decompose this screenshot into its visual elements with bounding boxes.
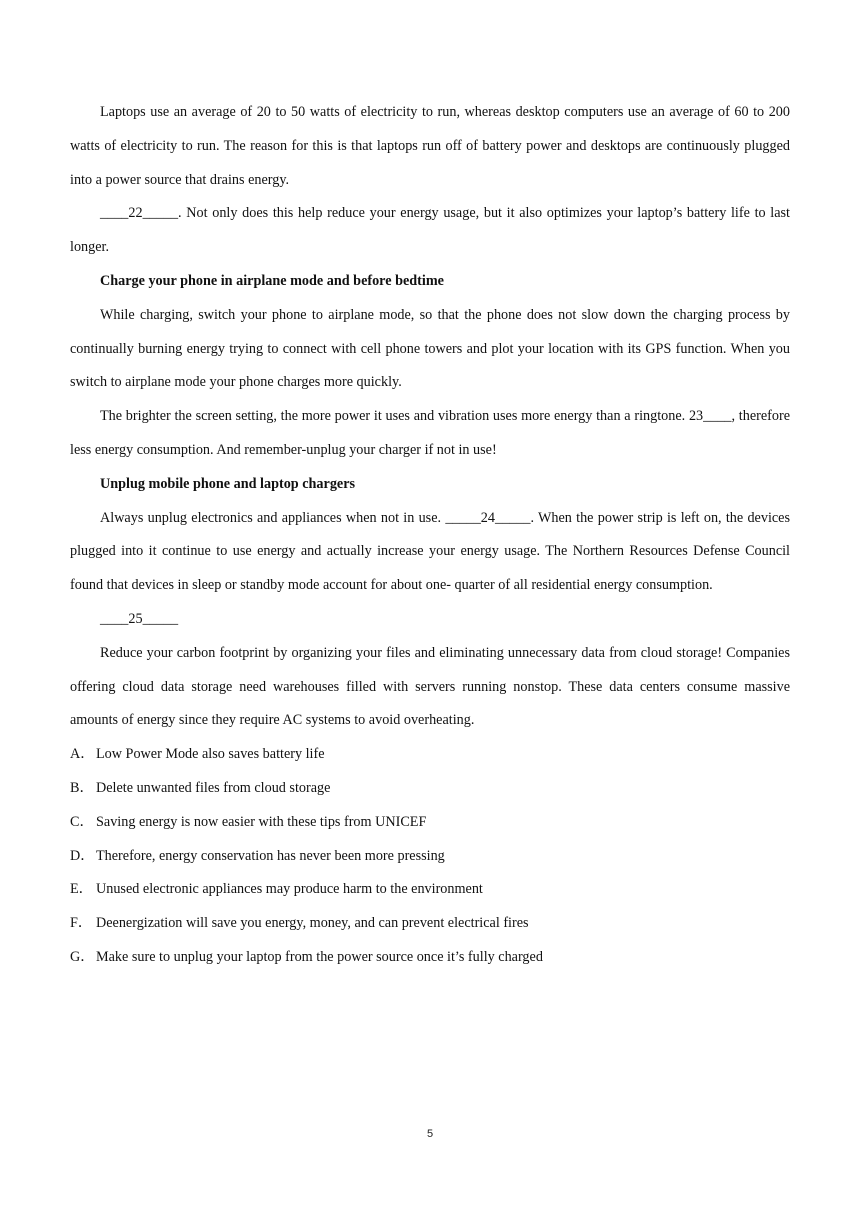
paragraph-screen-brightness-text1: The brighter the screen setting, the more power it uses and vibration uses more energy than a ringtone.	[100, 408, 686, 425]
paragraph-unplug	[70, 502, 790, 603]
paragraph-airplane-mode: While charging, switch your phone to airplane mode, so that the phone does not slow down the charging process by continually burning energy trying to connect with cell phone towers and plot your location with its GPS function. When you switch to airplane mode your phone charges more quickly.	[70, 306, 790, 391]
paragraph-unplug-text2: . When the power strip is left on, the devices plugged into it continue to use energy and actually increase your energy usage. The Northern Resources Defense Council found that devices in sleep or standby mode account for about one- quarter of all residential energy consumption.	[70, 509, 791, 594]
option-text: Make sure to unplug your laptop from the power source once it’s fully charged	[96, 948, 543, 965]
option-label: G．	[70, 948, 95, 965]
option-label: F．	[70, 915, 93, 932]
option-label: A．	[70, 746, 95, 763]
paragraph-blank-25	[70, 603, 790, 637]
paragraph-blank-22-text: . Not only does this help reduce your energy usage, but it also optimizes your laptop’s battery life to last longer.	[70, 205, 790, 256]
option-c	[70, 806, 790, 840]
option-e	[70, 873, 790, 907]
paragraph-screen-brightness	[70, 400, 790, 468]
option-a	[70, 738, 790, 772]
heading-airplane-mode: Charge your phone in airplane mode and before bedtime	[100, 272, 444, 289]
option-text: Saving energy is now easier with these tips from UNICEF	[96, 813, 427, 830]
blank-22: ____22_____	[100, 205, 179, 222]
option-text: Low Power Mode also saves battery life	[96, 746, 325, 763]
document-body	[70, 96, 790, 975]
blank-23: 23____	[688, 408, 732, 425]
option-text: Unused electronic appliances may produce harm to the environment	[96, 881, 483, 898]
option-text: Delete unwanted files from cloud storage	[96, 779, 331, 796]
option-label: E．	[70, 881, 93, 898]
heading-unplug-chargers: Unplug mobile phone and laptop chargers	[100, 475, 356, 492]
option-b	[70, 772, 790, 806]
blank-24: _____24_____	[445, 509, 531, 526]
paragraph-unplug-text1: Always unplug electronics and appliances when not in use.	[100, 509, 446, 526]
option-d	[70, 840, 790, 874]
option-text: Deenergization will save you energy, money, and can prevent electrical fires	[96, 915, 529, 932]
paragraph-blank-22	[70, 197, 790, 265]
option-f	[70, 907, 790, 941]
paragraph-screen-brightness-text2: , therefore less energy consumption. And remember-unplug your charger if not in use!	[70, 408, 790, 458]
paragraph-laptop-watts: Laptops use an average of 20 to 50 watts of electricity to run, whereas desktop computers use an average of 60 to 200 watts of electricity to run. The reason for this is that laptops run off of battery power and desktops are continuously plugged into a power source that drains energy.	[70, 104, 790, 188]
option-text: Therefore, energy conservation has never been more pressing	[96, 847, 445, 864]
page-number: 5	[426, 1128, 434, 1140]
option-label: B．	[70, 779, 94, 796]
paragraph-cloud-storage: Reduce your carbon footprint by organizing your files and eliminating unnecessary data from cloud storage! Companies offering cloud data storage need warehouses filled with servers running nonstop. These data centers consume massive amounts of energy since they require AC systems to avoid overheating.	[70, 644, 790, 729]
option-g	[70, 941, 790, 975]
blank-25: ____25_____	[100, 610, 179, 627]
option-label: C．	[70, 813, 94, 830]
option-label: D．	[70, 847, 95, 864]
options-list	[70, 738, 790, 975]
